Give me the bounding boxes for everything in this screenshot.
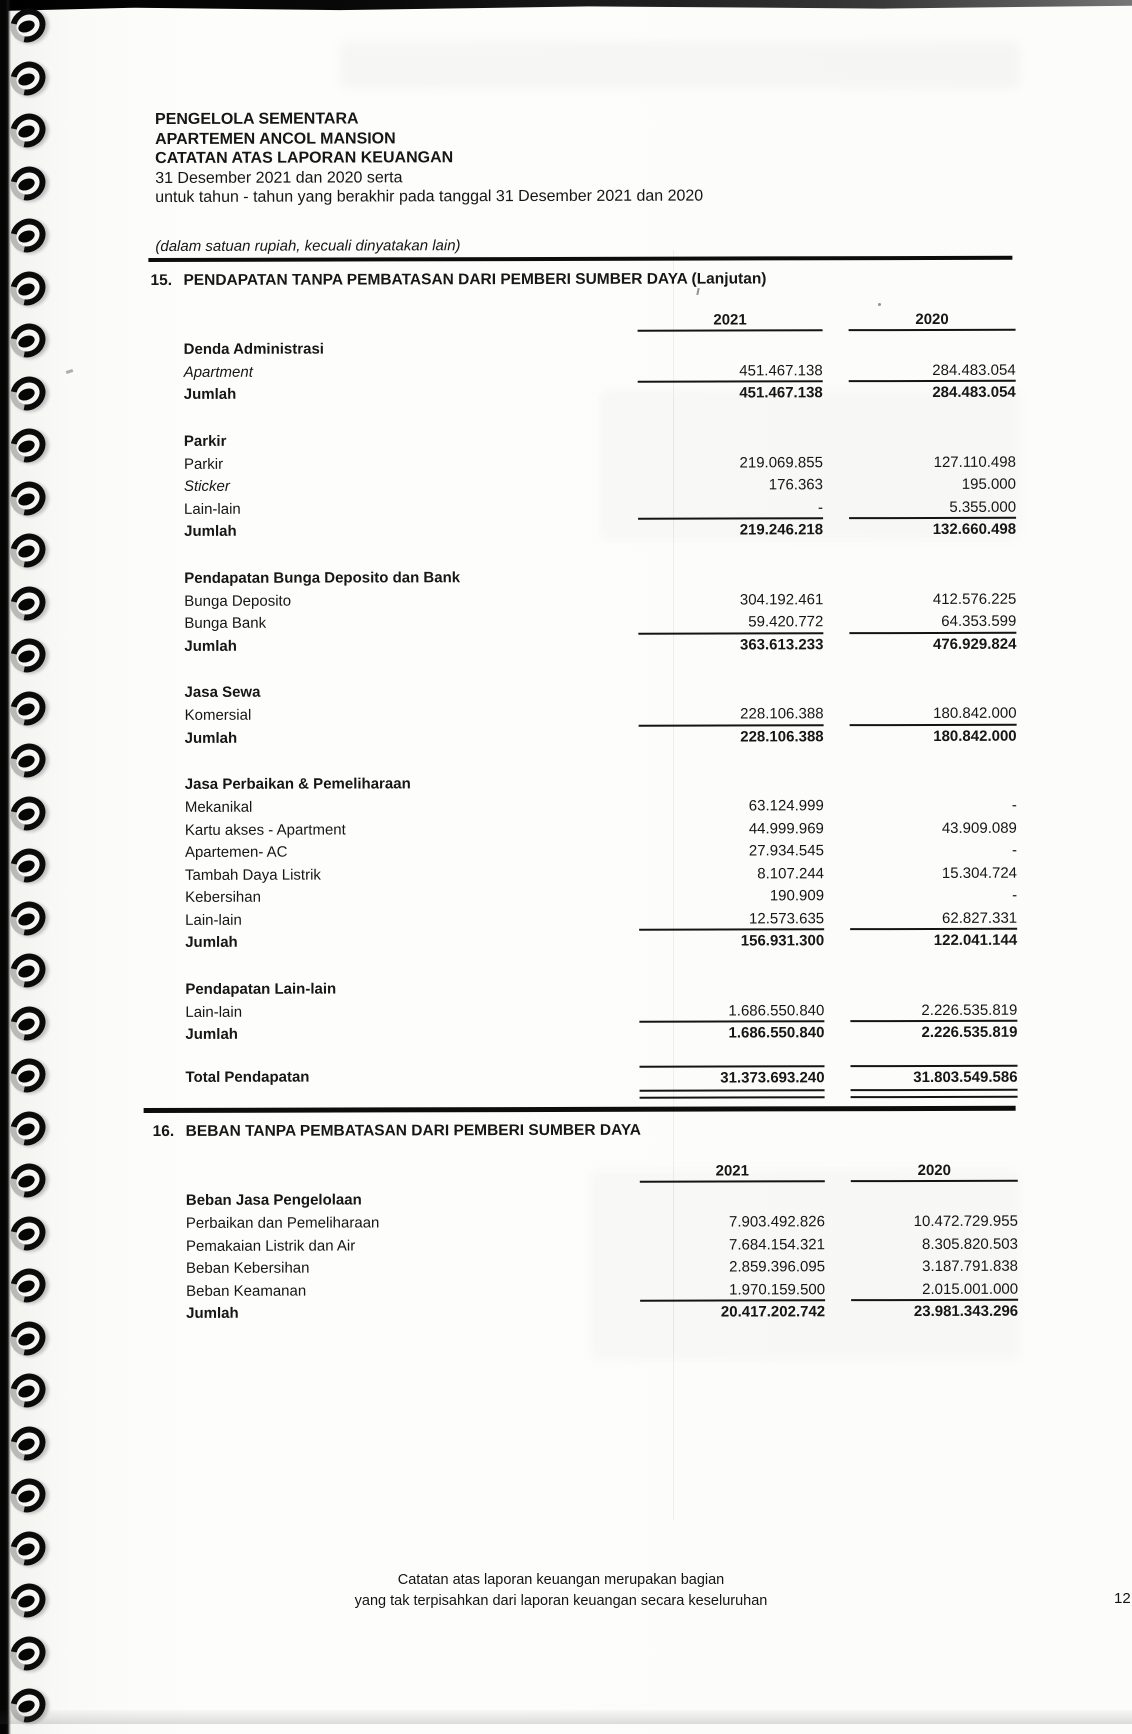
column-gap: [824, 726, 850, 749]
value-2020: 476.929.824: [932, 635, 1017, 653]
binding-coil: [3, 1476, 45, 1512]
binding-coil: [3, 846, 45, 882]
row-label: Tambah Daya Listrik: [184, 866, 321, 884]
org-name-line: PENGELOLA SEMENTARA: [155, 110, 359, 128]
column-gap: [824, 885, 850, 908]
value-2020: 3.187.791.838: [922, 1257, 1019, 1275]
table-group: [157, 974, 1017, 1046]
column-gap: [823, 519, 849, 542]
table-group: [157, 770, 1017, 955]
value-2021: 20.417.202.742: [720, 1303, 826, 1321]
value-2020: 412.576.225: [932, 590, 1017, 608]
column-header-row: [158, 1162, 1018, 1184]
value-2021: 8.107.244: [757, 864, 825, 882]
column-header-2021: 2021: [640, 1162, 825, 1182]
column-gap: [823, 589, 849, 612]
value-2021: 228.106.388: [740, 727, 824, 745]
spiral-binding: [0, 0, 50, 1734]
table-row: [157, 840, 1017, 865]
binding-coil: [3, 479, 45, 515]
table-row: [156, 611, 1016, 636]
column-gap: [823, 360, 849, 383]
total-label: Jumlah: [184, 522, 237, 540]
value-2020: 284.483.054: [849, 359, 1016, 382]
value-2021: 1.970.159.500: [640, 1279, 825, 1302]
binding-coil: [3, 1581, 45, 1617]
row-label: [158, 1090, 640, 1100]
value-2020: -: [1012, 886, 1018, 904]
value-2021: 7.684.154.321: [729, 1235, 825, 1254]
total-label: Jumlah: [186, 1304, 239, 1322]
row-label: Kartu akses - Apartment: [184, 821, 346, 839]
value-2020: 195.000: [961, 475, 1017, 493]
section-number: 16.: [152, 1122, 175, 1141]
value-2020: 10.472.729.955: [913, 1212, 1018, 1231]
row-label: Kebersihan: [185, 888, 261, 906]
value-2020: 64.353.599: [849, 611, 1016, 634]
section-divider-rule: [148, 255, 1012, 261]
value-2021: 219.246.218: [739, 521, 824, 539]
value-2020: 31.803.549.586: [851, 1064, 1018, 1087]
binding-coil: [3, 1371, 45, 1407]
value-2021: 304.192.461: [739, 590, 824, 608]
binding-coil: [3, 531, 45, 567]
binding-coil: [3, 636, 45, 672]
section-title: BEBAN TANPA PEMBATASAN DARI PEMBERI SUMBER DAYA: [185, 1121, 641, 1140]
group-total-row: [156, 633, 1016, 658]
value-2021: 451.467.138: [638, 360, 823, 383]
row-label: Bunga Bank: [184, 614, 267, 632]
value-2021: 228.106.388: [639, 703, 824, 726]
value-2021: 219.069.855: [739, 453, 823, 471]
column-gap: [824, 930, 850, 953]
table-row: [158, 1256, 1018, 1281]
row-label: Lain-lain: [185, 911, 242, 929]
binding-coil: [3, 59, 45, 95]
value-2021: 156.931.300: [740, 932, 825, 950]
table-row: [158, 1233, 1018, 1258]
value-2021: -: [638, 497, 823, 520]
section-15-heading: [150, 268, 1015, 290]
column-gap: [825, 1301, 851, 1324]
column-header-2020: 2020: [849, 310, 1016, 330]
section-16: [152, 1120, 1019, 1326]
value-2020: 180.842.000: [850, 703, 1017, 726]
table-row: [157, 999, 1017, 1024]
binding-coil: [3, 1004, 45, 1040]
column-gap: [825, 1256, 851, 1279]
value-2021: 59.420.772: [638, 611, 823, 634]
value-2021: 2.859.396.095: [729, 1258, 826, 1276]
binding-coil: [3, 1266, 45, 1302]
column-header-row: [156, 310, 1016, 332]
column-gap: [824, 795, 850, 818]
column-gap: [824, 1000, 850, 1023]
grand-total-row: [158, 1064, 1018, 1089]
column-gap: [825, 1065, 851, 1088]
group-total-row: [158, 1301, 1018, 1326]
currency-unit-note: (dalam satuan rupiah, kecuali dinyatakan lain): [155, 236, 461, 255]
document-content: [150, 108, 1019, 1326]
table-row: [158, 1278, 1018, 1303]
binding-coil: [3, 1424, 45, 1460]
org-name-line: APARTEMEN ANCOL MANSION: [155, 129, 396, 148]
total-label: Jumlah: [185, 1025, 238, 1043]
value-2020: 23.981.343.296: [913, 1302, 1019, 1321]
binding-coil: [3, 6, 45, 42]
table-group: [156, 678, 1016, 750]
value-2021: 363.613.233: [739, 635, 824, 653]
binding-coil: [3, 1529, 45, 1565]
value-2020: 5.355.000: [849, 496, 1016, 519]
total-label: Jumlah: [184, 637, 237, 655]
value-2020: 132.660.498: [932, 520, 1017, 538]
group-heading: Pendapatan Lain-lain: [185, 980, 337, 998]
column-gap: [823, 311, 849, 331]
document-title: CATATAN ATAS LAPORAN KEUANGAN: [155, 149, 454, 167]
section-title: PENDAPATAN TANPA PEMBATASAN DARI PEMBERI SUMBER DAYA (Lanjutan): [183, 269, 767, 289]
binding-coil: [3, 584, 45, 620]
binding-coil: [3, 1161, 45, 1197]
report-period-line: untuk tahun - tahun yang berakhir pada tanggal 31 Desember 2021 dan 2020: [155, 187, 704, 206]
binding-coil: [3, 1109, 45, 1145]
binding-coil: [3, 269, 45, 305]
row-label: Sticker: [183, 477, 230, 495]
binding-coil: [3, 689, 45, 725]
group-total-row: [157, 930, 1017, 955]
value-2020: -: [1011, 796, 1017, 814]
table-group: [156, 563, 1016, 658]
table-group: [158, 1186, 1018, 1326]
group-total-row: [156, 519, 1016, 544]
row-label: Beban Keamanan: [186, 1282, 307, 1300]
section-15-table: [156, 310, 1018, 1100]
table-group: [156, 334, 1016, 406]
scan-edge-top: [0, 0, 1132, 11]
value-2020: 2.226.535.819: [921, 1023, 1018, 1041]
value-2020: 8.305.820.503: [922, 1235, 1018, 1253]
table-row: [157, 862, 1017, 887]
column-gap: [824, 1022, 850, 1045]
value-2020: -: [1011, 841, 1017, 859]
column-gap: [823, 611, 849, 634]
group-total-row: [157, 1022, 1017, 1047]
column-gap: [824, 703, 850, 726]
column-gap: [823, 452, 849, 475]
table-row: [156, 359, 1016, 384]
page-footer: [0, 1570, 1122, 1612]
value-2020: [851, 1089, 1018, 1098]
group-heading: Denda Administrasi: [183, 340, 324, 358]
table-row: [157, 817, 1017, 842]
column-gap: [825, 1279, 851, 1302]
scan-speck: [66, 369, 74, 374]
page-number: 12: [1114, 1590, 1131, 1607]
section-16-heading: [153, 1120, 1018, 1142]
group-heading: Jasa Perbaikan & Pemeliharaan: [184, 775, 411, 793]
column-gap: [824, 908, 850, 931]
binding-coil: [3, 216, 45, 252]
group-heading: Parkir: [183, 432, 227, 450]
table-group: [156, 426, 1016, 543]
binding-coil: [3, 951, 45, 987]
total-label: Jumlah: [185, 933, 238, 951]
table-row: [158, 1211, 1018, 1236]
row-label: Pemakaian Listrik dan Air: [185, 1236, 356, 1255]
row-label: Apartment: [183, 363, 253, 381]
section-number: 15.: [150, 271, 173, 289]
value-2021: 12.573.635: [639, 908, 824, 931]
scan-edge-bottom: [0, 1710, 1132, 1724]
column-gap: [823, 497, 849, 520]
row-label: [156, 311, 638, 332]
row-label: Mekanikal: [184, 798, 253, 816]
value-2021: 176.363: [768, 476, 824, 494]
column-gap: [825, 1089, 851, 1098]
value-2021: 31.373.693.240: [640, 1065, 825, 1088]
column-gap: [823, 634, 849, 657]
column-gap: [823, 382, 849, 405]
column-gap: [825, 1211, 851, 1234]
footer-note-line: Catatan atas laporan keuangan merupakan bagian: [397, 1572, 725, 1588]
value-2020: 284.483.054: [932, 383, 1016, 401]
column-gap: [824, 818, 850, 841]
value-2021: 190.909: [769, 887, 825, 905]
column-gap: [825, 1234, 851, 1257]
table-row: [156, 451, 1016, 476]
column-gap: [824, 863, 850, 886]
binding-coil: [3, 1634, 45, 1670]
total-label: Jumlah: [183, 385, 237, 403]
row-label: Parkir: [183, 455, 224, 473]
column-header-2021: 2021: [638, 311, 823, 331]
value-2020: 180.842.000: [933, 727, 1017, 745]
value-2020: 2.226.535.819: [850, 999, 1017, 1022]
table-row: [156, 496, 1016, 521]
value-2020: 15.304.724: [941, 864, 1018, 882]
row-label: Lain-lain: [185, 1003, 243, 1021]
binding-coil: [3, 164, 45, 200]
binding-coil: [3, 794, 45, 830]
row-label: Lain-lain: [184, 500, 241, 518]
group-heading: Jasa Sewa: [184, 683, 261, 701]
binding-coil: [3, 741, 45, 777]
value-2021: 1.686.550.840: [728, 1024, 825, 1042]
group-total-row: [156, 382, 1016, 407]
table-row: [157, 907, 1017, 932]
binding-coil: [3, 111, 45, 147]
total-label: Jumlah: [184, 729, 238, 747]
value-2021: 1.686.550.840: [639, 1000, 824, 1023]
grand-total-label: Total Pendapatan: [185, 1068, 310, 1086]
double-rule-row: [158, 1089, 1018, 1100]
binding-coil: [3, 1319, 45, 1355]
group-heading: Pendapatan Bunga Deposito dan Bank: [184, 568, 461, 587]
row-label: Bunga Deposito: [184, 592, 292, 610]
row-label: [158, 1163, 640, 1184]
report-date-line: 31 Desember 2021 dan 2020 serta: [155, 168, 403, 187]
value-2020: 127.110.498: [933, 453, 1016, 471]
binding-coil: [3, 1056, 45, 1092]
binding-coil: [3, 321, 45, 357]
group-total-row: [157, 725, 1017, 750]
table-row: [157, 795, 1017, 820]
row-label: Beban Kebersihan: [186, 1259, 310, 1277]
section-15: [150, 268, 1018, 1100]
table-row: [156, 474, 1016, 499]
row-label: Apartemen- AC: [184, 843, 288, 861]
value-2021: 7.903.492.826: [728, 1213, 825, 1231]
column-gap: [825, 1162, 851, 1182]
section-16-table: [158, 1162, 1018, 1326]
scan-smudge: [340, 42, 1020, 88]
binding-coil: [3, 426, 45, 462]
row-label: Perbaikan dan Pemeliharaan: [185, 1214, 380, 1232]
column-header-2020: 2020: [851, 1162, 1018, 1182]
value-2020: 122.041.144: [933, 931, 1018, 949]
value-2021: [640, 1089, 825, 1098]
table-row: [156, 588, 1016, 613]
footer-note-line: yang tak terpisahkan dari laporan keuangan secara keseluruhan: [354, 1593, 768, 1609]
binding-coil: [3, 899, 45, 935]
value-2021: 63.124.999: [748, 797, 824, 815]
binding-coil: [3, 1214, 45, 1250]
table-row: [157, 885, 1017, 910]
group-heading: Beban Jasa Pengelolaan: [185, 1191, 362, 1209]
table-row: [157, 703, 1017, 728]
value-2021: 451.467.138: [739, 384, 823, 402]
value-2020: 43.909.089: [941, 819, 1017, 837]
value-2020: 62.827.331: [850, 907, 1017, 930]
column-gap: [824, 840, 850, 863]
column-gap: [823, 474, 849, 497]
binding-coil: [3, 374, 45, 410]
section-divider-rule: [144, 1106, 1016, 1113]
value-2021: 44.999.969: [748, 819, 824, 837]
row-label: Komersial: [184, 706, 252, 724]
value-2021: 27.934.545: [748, 842, 824, 860]
value-2020: 2.015.001.000: [851, 1278, 1018, 1301]
